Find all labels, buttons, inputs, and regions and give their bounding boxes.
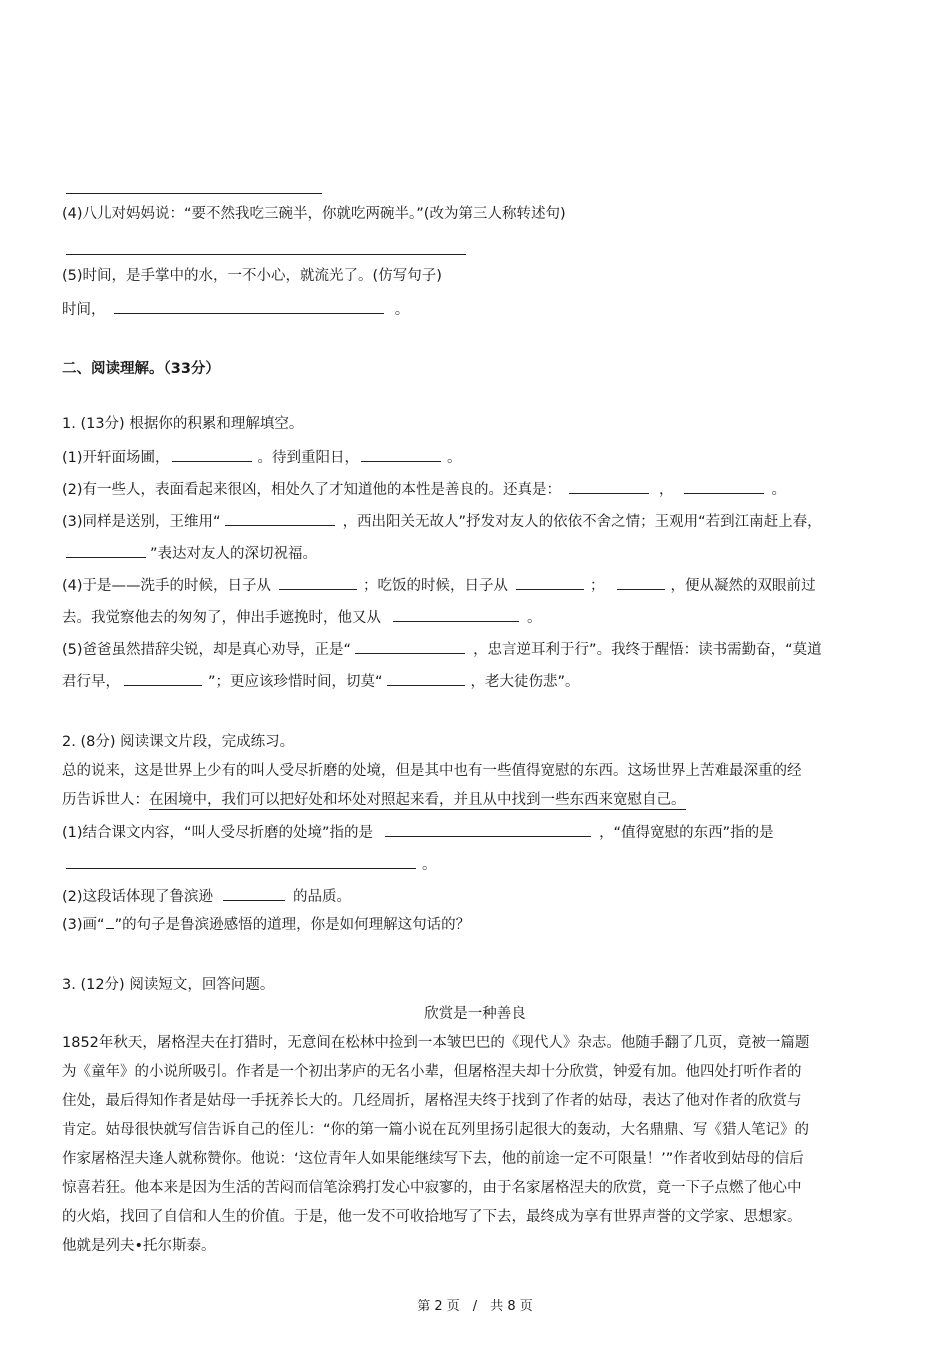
- q1-sub4-line1: [62, 575, 816, 596]
- article-line-5: 作家屠格涅夫逢人就称赞你。他说：‘这位青年人如果能继续写下去，他的前途一定不可限量！’”作者收到姑母的信后: [62, 1151, 804, 1167]
- article-title: 欣赏是一种善良: [424, 1006, 526, 1022]
- q1-s2-text-c: 。: [771, 482, 787, 498]
- answer-line-q4: [66, 254, 466, 255]
- question-4-text: (4)八儿对妈妈说：“要不然我吃三碗半，你就吃两碗半。”(改为第三人称转述句): [62, 206, 566, 222]
- q1-s5-text-e: ，老大徒伤悲”。: [470, 674, 580, 690]
- q1-s2-text-a: (2)有一些人，表面看起来很凶，相处久了才知道他的本性是善良的。还真是：: [62, 482, 562, 498]
- article-line-7: 的火焰，找回了自信和人生的价值。于是，他一发不可收拾地写了下去，最终成为享有世界声誉的文学家、思想家。: [62, 1209, 802, 1225]
- q1-s4-text-e: 去。我觉察他去的匆匆了，伸出手遮挽时，他又从: [62, 610, 381, 626]
- q1-s3-blank-2: [66, 543, 146, 558]
- q1-s4-text-c: ；: [590, 578, 605, 594]
- q1-sub2: [62, 479, 786, 500]
- q1-s5-text-d: ”；更应该珍惜时间，切莫“: [208, 674, 383, 690]
- section-2-heading: 二、阅读理解。（33分）: [62, 361, 220, 377]
- q2-s1-blank-1: [385, 822, 591, 837]
- page-number: 第 2 页 / 共 8 页: [417, 1299, 533, 1314]
- q2-sub1-line2: [62, 854, 437, 875]
- article-line-8: 他就是列夫•托尔斯泰。: [62, 1238, 216, 1254]
- q2-title: 2. (8分) 阅读课文片段，完成练习。: [62, 734, 295, 750]
- q2-s1-blank-2: [66, 854, 416, 869]
- q2-passage-line1: 总的说来，这是世界上少有的叫人受尽折磨的处境，但是其中也有一些值得宽慰的东西。这场世界上苦难最深重的经: [62, 763, 802, 779]
- q2-passage-text: 历告诉世人：: [62, 792, 149, 808]
- article-line-4: 肯定。姑母很快就写信告诉自己的侄儿：“你的第一篇小说在瓦列里扬引起很大的轰动，大名鼎鼎、写《猎人笔记》的: [62, 1122, 810, 1138]
- q1-title: 1. (13分) 根据你的积累和理解填空。: [62, 416, 304, 432]
- q2-s1-text-b: ，“值得宽慰的东西”指的是: [599, 825, 774, 841]
- q1-s3-text-a: (3)同样是送别，王维用“: [62, 514, 221, 530]
- q2-s3-underline-mark: [106, 914, 114, 929]
- q1-s1-blank-1: [172, 447, 252, 462]
- q1-s2-blank-2: [684, 479, 764, 494]
- q1-s3-blank-1: [225, 511, 335, 526]
- q1-s1-text-a: (1)开轩面场圃，: [62, 450, 170, 466]
- q1-s5-text-b: ，忠言逆耳利于行”。我终于醒悟：读书需勤奋，“莫道: [473, 642, 822, 658]
- q1-sub5-line2: [62, 671, 580, 692]
- q2-s3-text-a: (3)画“: [62, 917, 105, 933]
- article-line-6: 惊喜若狂。他本来是因为生活的苦闷而信笔涂鸦打发心中寂寥的，由于名家屠格涅夫的欣赏，竟一下子点燃了他心中: [62, 1180, 802, 1196]
- q1-s1-blank-2: [361, 447, 441, 462]
- article-line-3: 住处，最后得知作者是姑母一手抚养长大的。几经周折，屠格涅夫终于找到了作者的姑母，表达了他对作者的欣赏与: [62, 1093, 802, 1109]
- q2-s1-text-c: 。: [422, 857, 437, 873]
- q1-s5-blank-2: [124, 671, 202, 686]
- q1-sub3-line1: [62, 511, 822, 532]
- q2-s2-text-a: (2)这段话体现了鲁滨逊: [62, 889, 214, 905]
- q2-s3-text-b: ”的句子是鲁滨逊感悟的道理，你是如何理解这句话的？: [114, 917, 471, 933]
- q2-s2-blank: [223, 886, 285, 901]
- q3-title: 3. (12分) 阅读短文，回答问题。: [62, 977, 275, 993]
- q2-sub3: [62, 914, 470, 935]
- q1-s2-text-b: ，: [659, 482, 674, 498]
- q1-s4-text-a: (4)于是——洗手的时候，日子从: [62, 578, 272, 594]
- q2-sub2: [62, 886, 351, 907]
- q1-sub4-line2: [62, 607, 542, 628]
- q5-answer-end: 。: [394, 302, 410, 318]
- q1-s1-text-b: 。待到重阳日，: [257, 450, 360, 466]
- q1-s3-text-c: ”表达对友人的深切祝福。: [150, 546, 318, 562]
- q1-s5-text-a: (5)爸爸虽然措辞尖锐，却是真心劝导，正是“: [62, 642, 352, 658]
- q1-s3-text-b: ，西出阳关无故人”抒发对友人的依依不舍之情；王观用“若到江南赶上春，: [342, 514, 822, 530]
- q2-passage-line2: [62, 790, 686, 810]
- q1-s4-blank-3: [617, 575, 665, 590]
- question-5-text: (5)时间，是手掌中的水，一不小心，就流光了。(仿写句子): [62, 268, 442, 284]
- q1-s4-text-d: ，便从凝然的双眼前过: [670, 578, 816, 594]
- q1-s5-blank-1: [355, 639, 465, 654]
- q1-s4-text-f: 。: [527, 610, 542, 626]
- q2-s2-text-b: 的品质。: [293, 889, 352, 905]
- answer-line-q3-part1: [66, 193, 322, 194]
- q5-blank: [114, 299, 384, 314]
- q2-sub1-line1: [62, 822, 774, 843]
- article-line-1: 1852年秋天，屠格涅夫在打猎时，无意间在松林中捡到一本皱巴巴的《现代人》杂志。他随手翻了几页，竟被一篇题: [62, 1035, 810, 1051]
- q5-answer-start: 时间，: [62, 302, 106, 318]
- question-5-answer-line: [62, 299, 409, 320]
- q1-s2-blank-1: [569, 479, 649, 494]
- q2-s1-text-a: (1)结合课文内容，“叫人受尽折磨的处境”指的是: [62, 825, 374, 841]
- q1-s4-blank-4: [393, 607, 519, 622]
- q1-s4-blank-1: [279, 575, 357, 590]
- q1-sub5-line1: [62, 639, 822, 660]
- q1-s5-blank-3: [387, 671, 465, 686]
- q2-underlined-sentence: 在困境中，我们可以把好处和坏处对照起来看，并且从中找到一些东西来宽慰自己。: [149, 792, 686, 808]
- article-line-2: 为《童年》的小说所吸引。作者是一个初出茅庐的无名小辈，但屠格涅夫却十分欣赏，钟爱有加。他四处打听作者的: [62, 1064, 802, 1080]
- q1-s4-text-b: ；吃饭的时候，日子从: [363, 578, 509, 594]
- q1-s5-text-c: 君行早，: [62, 674, 120, 690]
- q1-sub1: [62, 447, 462, 468]
- q1-s4-blank-2: [516, 575, 584, 590]
- q1-sub3-line2: [62, 543, 317, 564]
- q1-s1-text-c: 。: [447, 450, 462, 466]
